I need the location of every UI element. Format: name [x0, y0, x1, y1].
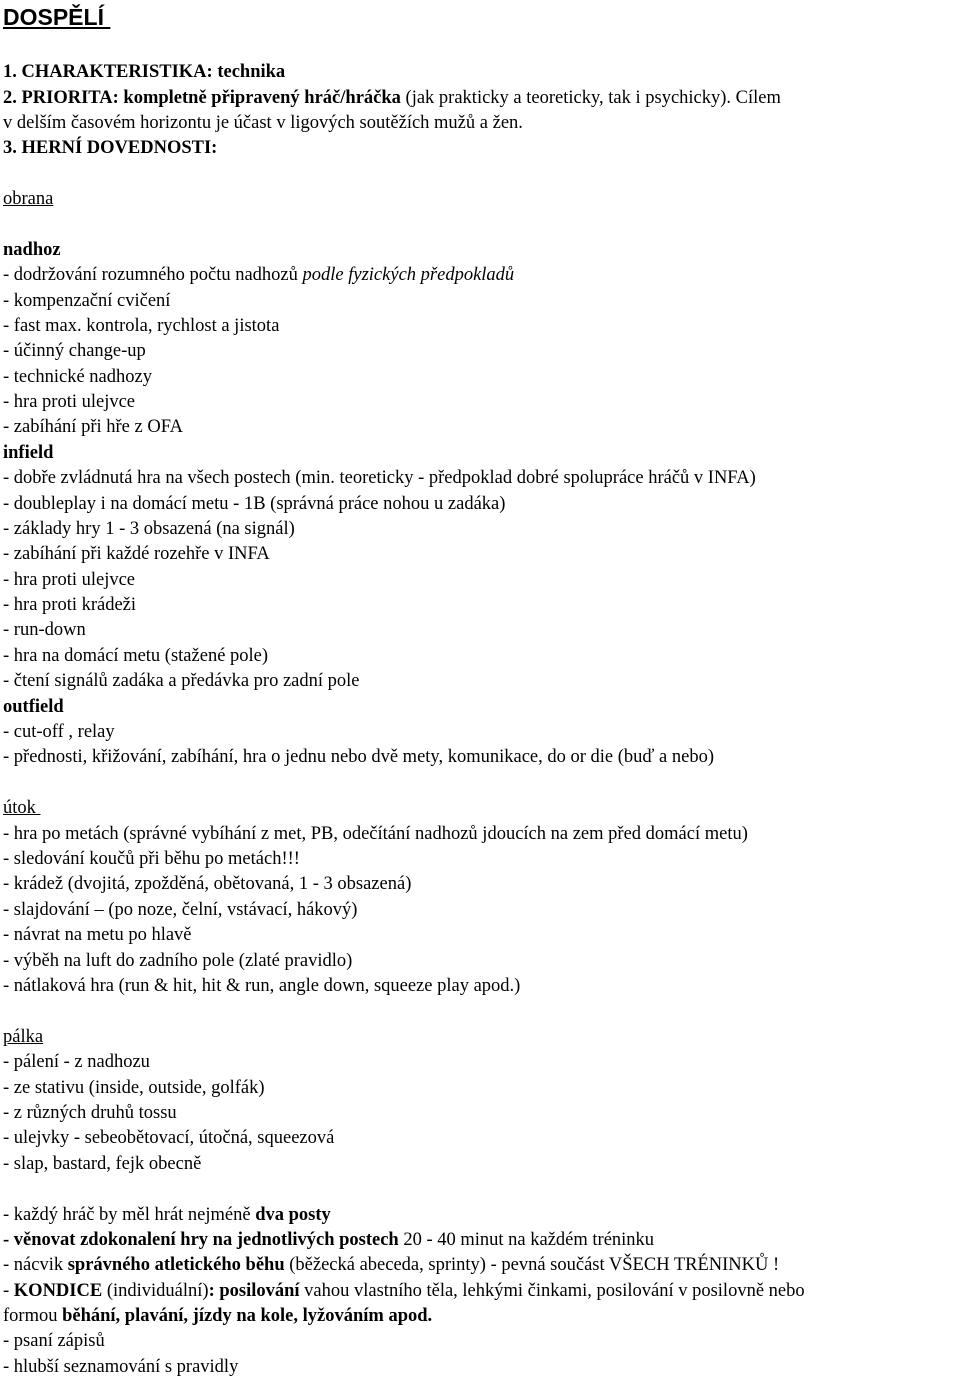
- section-palka: pálka: [3, 1027, 44, 1047]
- list-item: - přednosti, křižování, zabíhání, hra o jednu nebo dvě mety, komunikace, do or die (buď a nebo): [3, 747, 714, 767]
- list-item: - dodržování rozumného počtu nadhozů podle fyzických předpokladů: [3, 265, 515, 285]
- list-item: - pálení - z nadhozu: [3, 1052, 150, 1072]
- list-item: - doubleplay i na domácí metu - 1B (správná práce nohou u zadáka): [3, 494, 506, 514]
- list-item: - základy hry 1 - 3 obsazená (na signál): [3, 519, 295, 539]
- general-item: - věnovat zdokonalení hry na jednotlivých postech 20 - 40 minut na každém tréninku: [3, 1230, 655, 1250]
- list-item: - účinný change-up: [3, 341, 146, 361]
- list-item: - sledování koučů při běhu po metách!!!: [3, 849, 300, 869]
- sub-infield: infield: [3, 443, 54, 463]
- list-item: - zabíhání při každé rozehře v INFA: [3, 544, 270, 564]
- list-item: - ze stativu (inside, outside, golfák): [3, 1078, 265, 1098]
- sub-outfield: outfield: [3, 697, 64, 717]
- list-item: - nátlaková hra (run & hit, hit & run, angle down, squeeze play apod.): [3, 976, 521, 996]
- general-item: - nácvik správného atletického běhu (běžecká abeceda, sprinty) - pevná součást VŠECH TRÉNINKŮ !: [3, 1255, 780, 1275]
- page-title: DOSPĚLÍ: [3, 4, 111, 30]
- list-item: - slap, bastard, fejk obecně: [3, 1154, 202, 1174]
- list-item: - kompenzační cvičení: [3, 291, 171, 311]
- list-item: - slajdování – (po noze, čelní, vstávací, hákový): [3, 900, 358, 920]
- list-item: - ulejvky - sebeobětovací, útočná, squeezová: [3, 1128, 335, 1148]
- general-item: - každý hráč by měl hrát nejméně dva posty: [3, 1205, 331, 1225]
- skills-heading: 3. HERNÍ DOVEDNOSTI:: [3, 138, 218, 158]
- list-item: - run-down: [3, 620, 86, 640]
- list-item: - hra proti ulejvce: [3, 570, 136, 590]
- list-item: - hra proti krádeži: [3, 595, 137, 615]
- list-item: - hra po metách (správné vybíhání z met, PB, odečítání nadhozů jdoucích na zem před domácí metu): [3, 824, 748, 844]
- list-item: - hra na domácí metu (stažené pole): [3, 646, 269, 666]
- priority-line: 2. PRIORITA: kompletně připravený hráč/hráčka (jak prakticky a teoreticky, tak i psychicky). Cílem: [3, 88, 781, 108]
- list-item: - čtení signálů zadáka a předávka pro zadní pole: [3, 671, 360, 691]
- list-item: - technické nadhozy: [3, 367, 152, 387]
- general-item: - hlubší seznamování s pravidly: [3, 1357, 239, 1377]
- priority-line-cont: v delším časovém horizontu je účast v ligových soutěžích mužů a žen.: [3, 113, 523, 133]
- list-item: - krádež (dvojitá, zpožděná, obětovaná, 1 - 3 obsazená): [3, 874, 412, 894]
- list-item: - výběh na luft do zadního pole (zlaté pravidlo): [3, 951, 353, 971]
- general-item: - KONDICE (individuální): posilování vahou vlastního těla, lehkými činkami, posilování v posilovně nebo: [3, 1281, 805, 1301]
- sub-nadhoz: nadhoz: [3, 240, 61, 260]
- list-item: - hra proti ulejvce: [3, 392, 136, 412]
- list-item: - z různých druhů tossu: [3, 1103, 177, 1123]
- section-utok: útok: [3, 798, 41, 818]
- list-item: - zabíhání při hře z OFA: [3, 417, 183, 437]
- list-item: - dobře zvládnutá hra na všech postech (min. teoreticky - předpoklad dobré spolupráce hráčů v INFA): [3, 468, 756, 488]
- list-item: - návrat na metu po hlavě: [3, 925, 192, 945]
- list-item: - cut-off , relay: [3, 722, 115, 742]
- characteristic-line: 1. CHARAKTERISTIKA: technika: [3, 62, 286, 82]
- general-item-cont: formou běhání, plavání, jízdy na kole, lyžováním apod.: [3, 1306, 433, 1326]
- general-item: - psaní zápisů: [3, 1331, 105, 1351]
- section-obrana: obrana: [3, 189, 54, 209]
- list-item: - fast max. kontrola, rychlost a jistota: [3, 316, 280, 336]
